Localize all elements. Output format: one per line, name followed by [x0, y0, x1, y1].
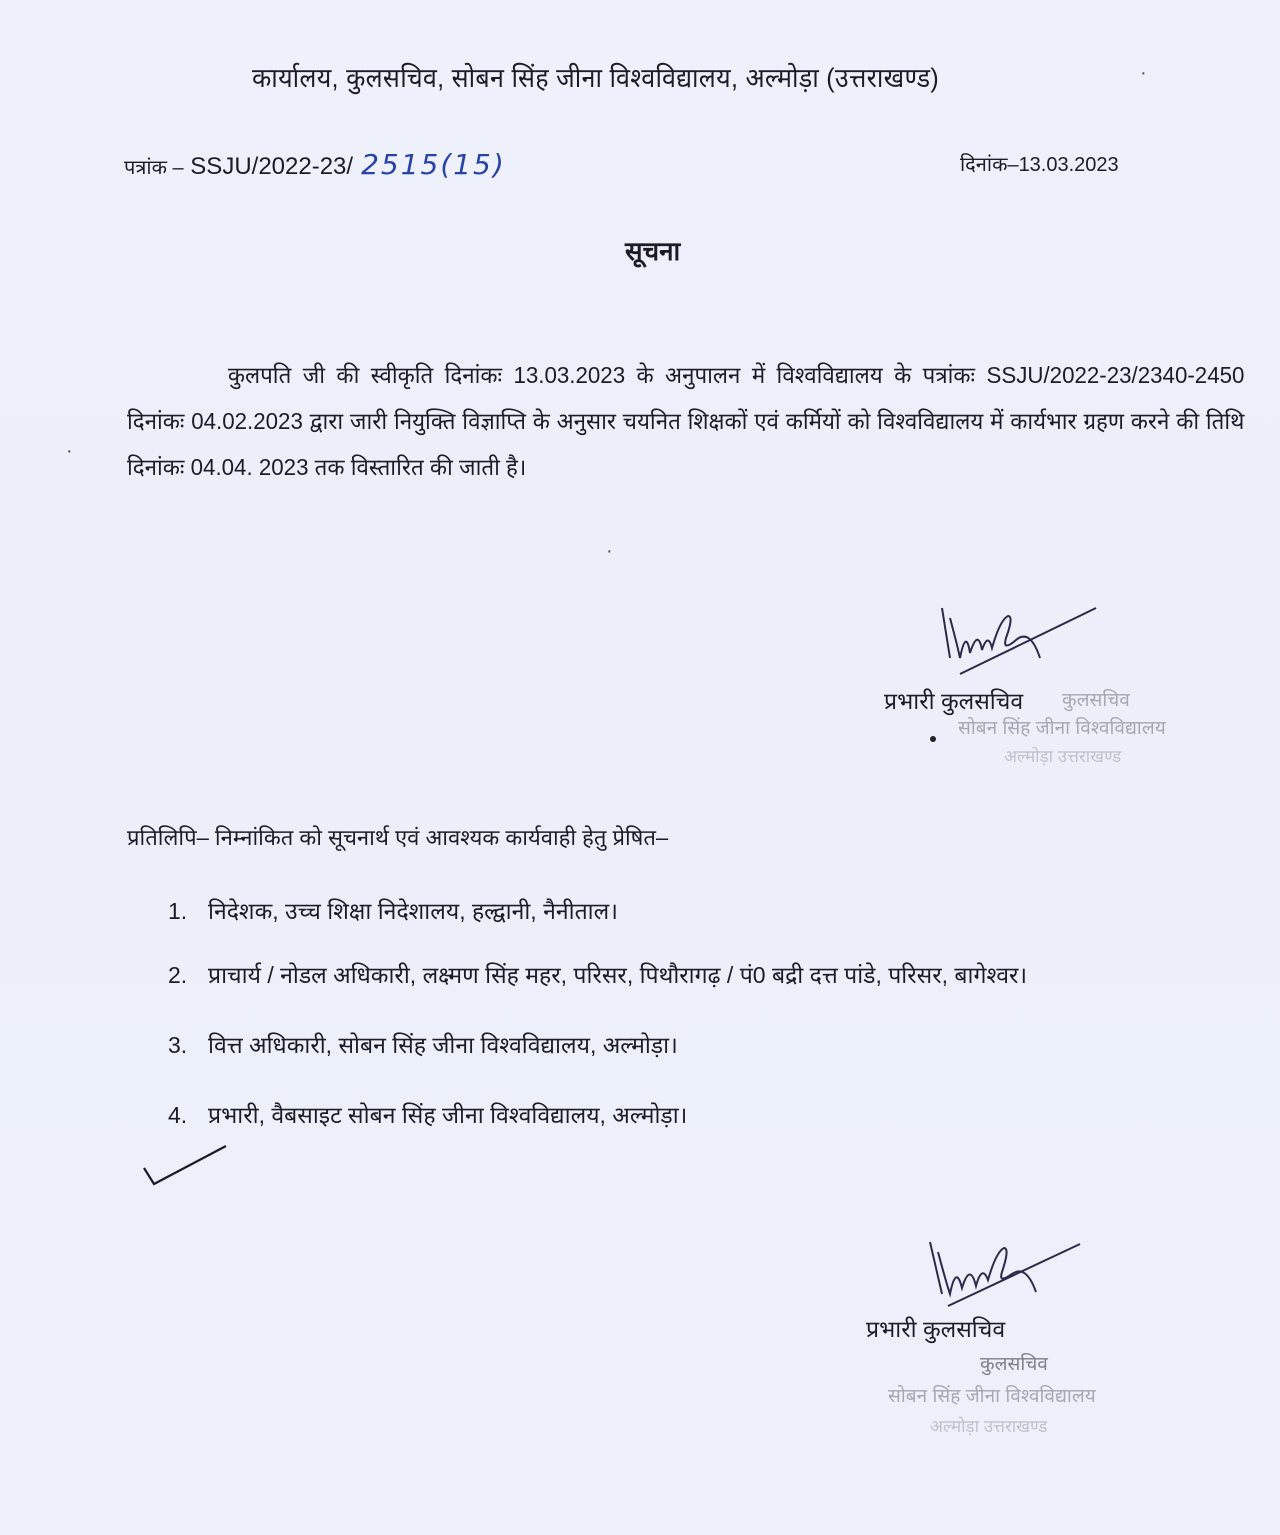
notice-body: कुलपति जी की स्वीकृति दिनांकः 13.03.2023 के अनुपालन में विश्वविद्यालय के पत्रांकः SSJU/2022-23/2340-2450 दिनांकः 04.02.2023 द्वारा जारी नियुक्ति विज्ञाप्ति के अनुसार चयनित शिक्षकों एवं कर्मियों को विश्वविद्यालय में कार्यभार ग्रहण करने की तिथि दिनांकः 04.04. 2023 तक विस्तारित की जाती है। — [127, 362, 1245, 480]
signature-1-title: प्रभारी कुलसचिव — [884, 688, 1024, 714]
reference-number — [124, 148, 506, 181]
stamp-1-line-1: कुलसचिव — [1062, 690, 1130, 711]
list-item: 2. प्राचार्य / नोडल अधिकारी, लक्ष्मण सिंह महर, परिसर, पिथौरागढ़ / पं0 बद्री दत्त पांडे, परिसर, बागेश्वर। — [168, 962, 1028, 988]
bullet-dot — [930, 736, 936, 742]
scan-speck: · — [606, 540, 613, 562]
scan-speck: · — [1140, 62, 1147, 84]
list-item: 4. प्रभारी, वैबसाइट सोबन सिंह जीना विश्वविद्यालय, अल्मोड़ा। — [168, 1102, 688, 1128]
copy-to-list — [168, 888, 1278, 1162]
list-item: 1. निदेशक, उच्च शिक्षा निदेशालय, हल्द्वानी, नैनीताल। — [168, 898, 618, 924]
checkmark-icon — [140, 1140, 230, 1195]
reference-printed: SSJU/2022-23/ — [190, 153, 354, 180]
copy-to-intro: प्रतिलिपि– निम्नांकित को सूचनार्थ एवं आवश्यक कार्यवाही हेतु प्रेषित– — [127, 825, 669, 850]
document-date: दिनांक–13.03.2023 — [960, 154, 1119, 176]
signature-1-scribble — [930, 598, 1110, 678]
notice-title: सूचना — [625, 236, 681, 266]
stamp-1-line-3: अल्मोड़ा उत्तराखण्ड — [1004, 747, 1122, 766]
list-item: 3. वित्त अधिकारी, सोबन सिंह जीना विश्वविद्यालय, अल्मोड़ा। — [168, 1032, 678, 1058]
reference-handwritten: 2515(15) — [361, 148, 506, 181]
signature-2-title: प्रभारी कुलसचिव — [866, 1316, 1006, 1342]
signature-icon — [930, 598, 1110, 678]
reference-label: पत्रांक – — [124, 157, 184, 179]
scan-speck: · — [66, 440, 73, 462]
signature-1 — [884, 684, 1023, 716]
signature-2 — [866, 1312, 1005, 1344]
signature-icon — [920, 1232, 1090, 1312]
stamp-2-line-3: अल्मोड़ा उत्तराखण्ड — [930, 1417, 1048, 1436]
signature-2-scribble — [920, 1232, 1090, 1312]
office-title: कार्यालय, कुलसचिव, सोबन सिंह जीना विश्वविद्यालय, अल्मोड़ा (उत्तराखण्ड) — [252, 63, 940, 93]
stamp-1-line-2: सोबन सिंह जीना विश्वविद्यालय — [958, 718, 1166, 739]
stamp-2-line-2: सोबन सिंह जीना विश्वविद्यालय — [888, 1386, 1096, 1407]
stamp-2-line-1: कुलसचिव — [980, 1354, 1048, 1375]
